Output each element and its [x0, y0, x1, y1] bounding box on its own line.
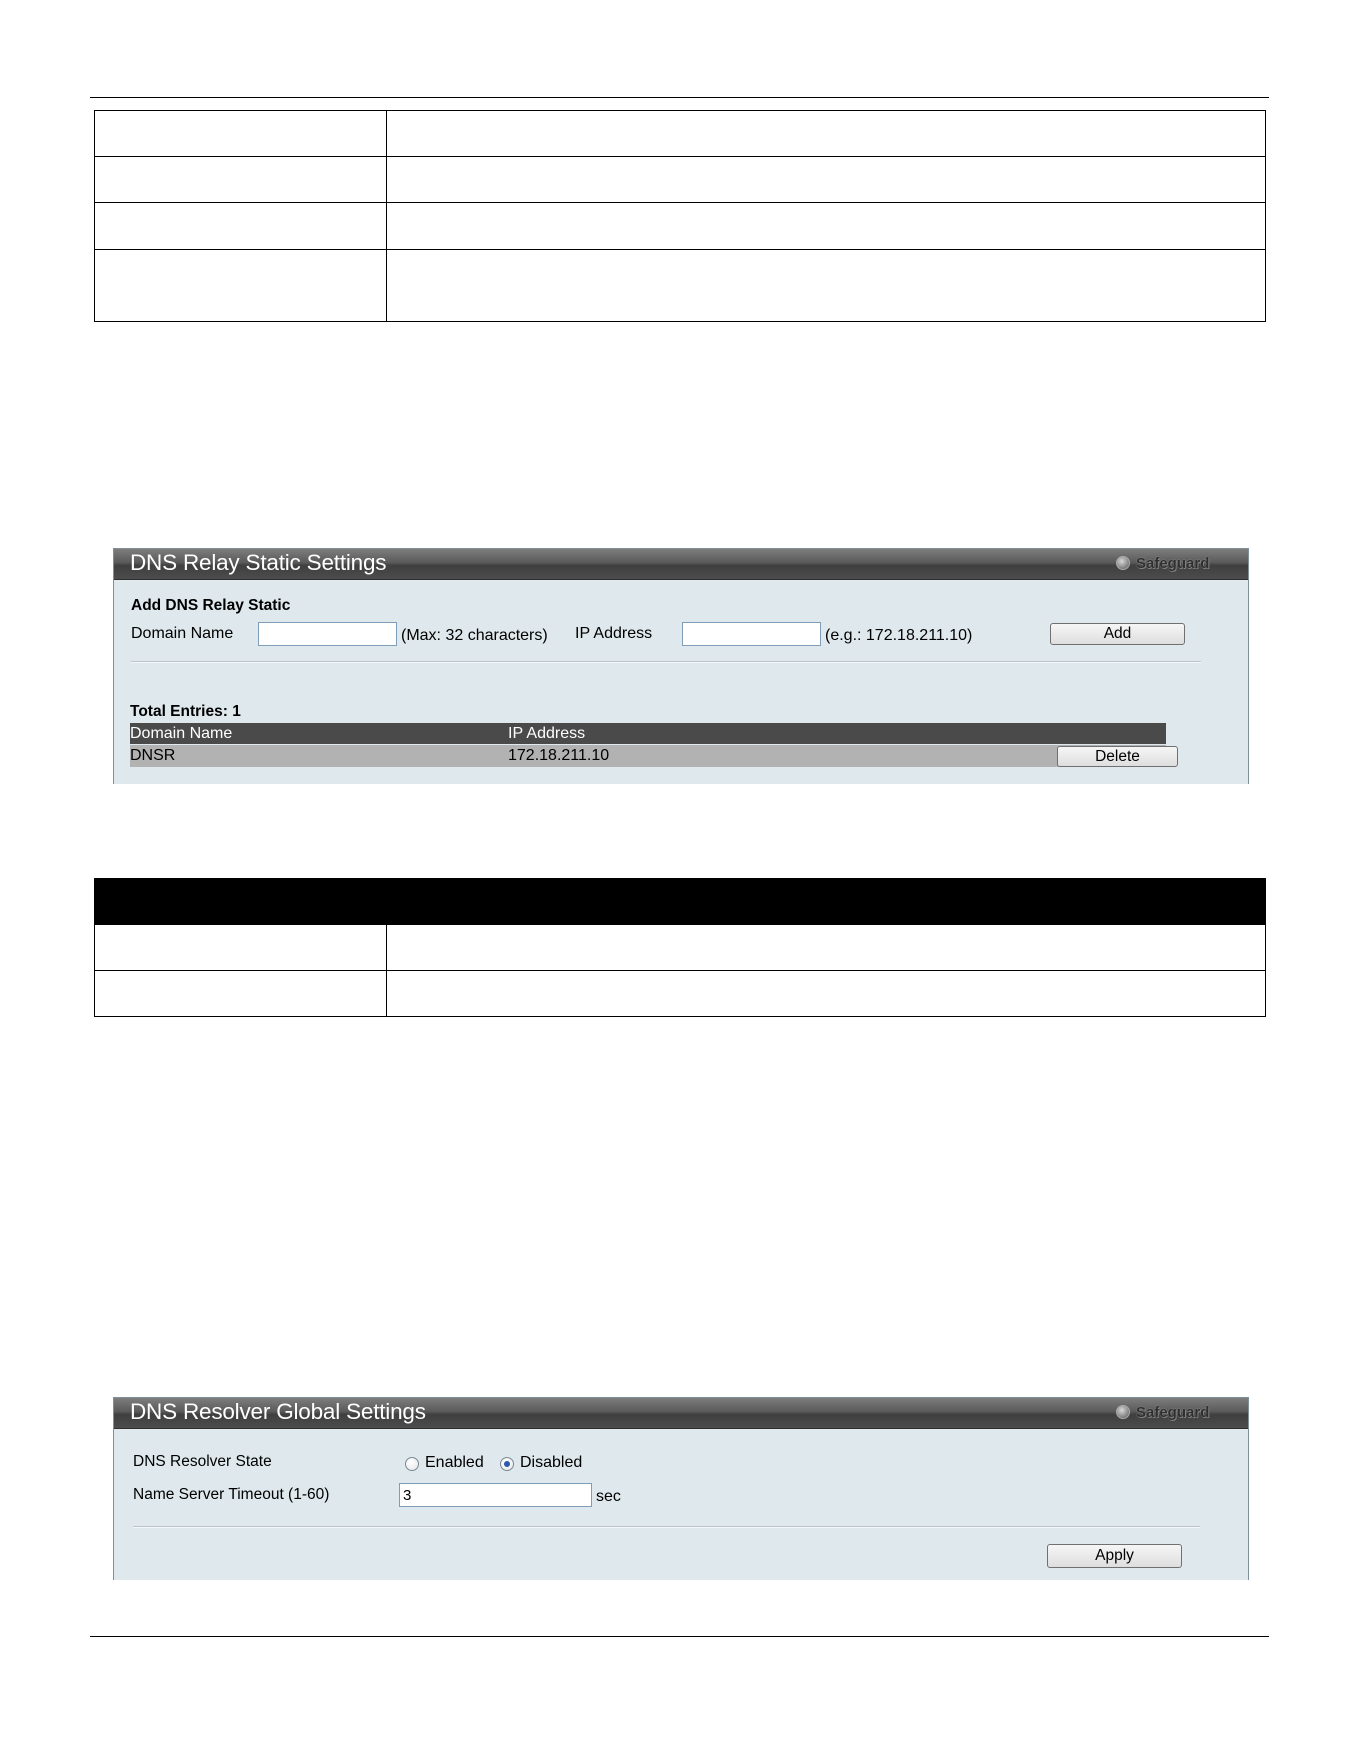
entry-domain-name: DNSR: [130, 747, 176, 764]
panel-title-bar: [114, 549, 1248, 580]
safeguard-indicator: [1116, 556, 1224, 572]
parameter-table-middle: [94, 878, 1266, 1017]
domain-name-label: Domain Name: [131, 625, 234, 642]
column-header-ip-address: IP Address: [508, 725, 586, 742]
timeout-label: Name Server Timeout (1-60): [133, 1486, 330, 1503]
dns-relay-static-panel: [113, 548, 1249, 784]
ip-address-label: IP Address: [575, 625, 653, 642]
section-label: Add DNS Relay Static: [131, 597, 291, 614]
apply-button[interactable]: Apply: [1047, 1544, 1182, 1568]
dns-resolver-global-panel: [113, 1397, 1249, 1580]
table-header-cell: [95, 879, 387, 925]
disabled-radio-label[interactable]: Disabled: [520, 1454, 583, 1471]
ip-address-input[interactable]: [682, 622, 821, 646]
disabled-radio[interactable]: [500, 1457, 514, 1471]
total-entries: Total Entries: 1: [130, 703, 241, 720]
table-cell: [95, 925, 387, 971]
column-header-domain-name: Domain Name: [130, 725, 233, 742]
entry-ip-address: 172.18.211.10: [508, 747, 610, 764]
table-cell: [387, 203, 1266, 250]
table-cell: [387, 157, 1266, 203]
domain-name-hint: (Max: 32 characters): [401, 627, 548, 644]
table-header-row: [95, 879, 1266, 925]
enabled-radio[interactable]: [405, 1457, 419, 1471]
delete-button[interactable]: Delete: [1057, 746, 1178, 767]
safeguard-indicator: [1116, 1405, 1224, 1421]
table-row: [95, 111, 1266, 157]
resolver-state-label: DNS Resolver State: [133, 1453, 272, 1470]
table-cell: [387, 250, 1266, 322]
table-row: [95, 250, 1266, 322]
table-cell: [387, 971, 1266, 1017]
table-cell: [95, 157, 387, 203]
safeguard-label: Safeguard: [1136, 1404, 1210, 1421]
separator: [133, 1526, 1200, 1528]
table-cell: [95, 111, 387, 157]
header-rule: [90, 97, 1269, 98]
table-row: [95, 971, 1266, 1017]
table-header-cell: [387, 879, 1266, 925]
ip-address-hint: (e.g.: 172.18.211.10): [825, 627, 973, 644]
safeguard-icon: [1116, 1405, 1130, 1419]
footer-rule: [90, 1636, 1269, 1637]
timeout-input[interactable]: [399, 1483, 592, 1507]
table-cell: [387, 111, 1266, 157]
table-row: [130, 745, 1166, 767]
table-cell: [95, 971, 387, 1017]
table-cell: [95, 250, 387, 322]
add-button[interactable]: Add: [1050, 623, 1185, 645]
table-cell: [387, 925, 1266, 971]
safeguard-icon: [1116, 556, 1130, 570]
table-row: [95, 157, 1266, 203]
separator: [131, 661, 1201, 663]
panel-title: DNS Resolver Global Settings: [130, 1399, 426, 1424]
timeout-unit: sec: [596, 1488, 621, 1505]
table-cell: [95, 203, 387, 250]
entries-table-header: [130, 723, 1166, 744]
table-row: [95, 203, 1266, 250]
domain-name-input[interactable]: [258, 622, 397, 646]
enabled-radio-label[interactable]: Enabled: [425, 1454, 484, 1471]
parameter-table-top: [94, 110, 1266, 322]
panel-title-bar: [114, 1398, 1248, 1429]
panel-title: DNS Relay Static Settings: [130, 550, 387, 575]
safeguard-label: Safeguard: [1136, 555, 1210, 572]
table-row: [95, 925, 1266, 971]
